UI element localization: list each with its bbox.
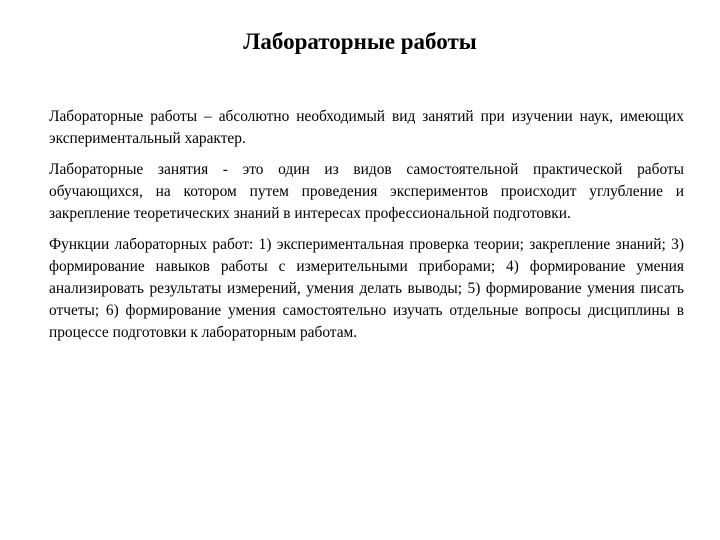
paragraph-definition: Лабораторные работы – абсолютно необходимый вид занятий при изучении наук, имеющих экспериментальный характер. [49, 108, 684, 147]
slide-title: Лабораторные работы [243, 29, 477, 54]
paragraph-functions: Функции лабораторных работ: 1) экспериментальная проверка теории; закрепление знаний; 3) формирование навыков работы с измерительными приборами; 4) формирование умения анализировать результаты измерений, умения делать выводы; 5) формирование умения писать отчеты; 6) формирование умения самостоятельно изучать отдельные вопросы дисциплины в процессе подготовки к лабораторным работам. [49, 236, 684, 341]
paragraph-lab-sessions: Лабораторные занятия - это один из видов самостоятельной практической работы обучающихся, на котором путем проведения экспериментов происходит углубление и закрепление теоретических знаний в интересах профессиональной подготовки. [49, 161, 684, 222]
slide-body [49, 106, 684, 353]
